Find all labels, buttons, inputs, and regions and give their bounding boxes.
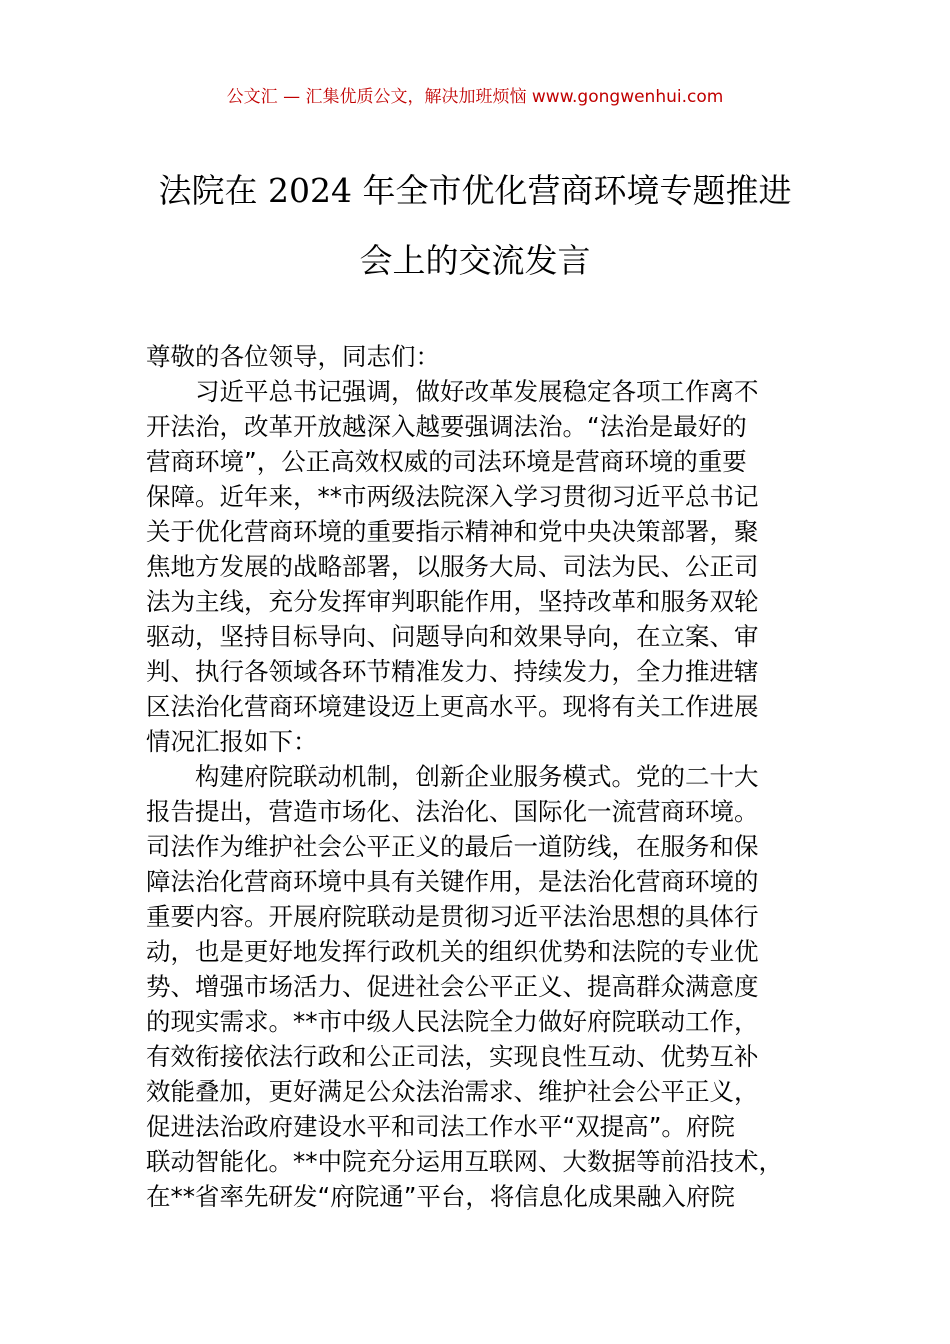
body-line: 开法治，改革开放越深入越要强调法治。“法治是最好的 xyxy=(146,412,747,441)
body-line: 保障。近年来，**市两级法院深入学习贯彻习近平总书记 xyxy=(146,482,759,511)
title-line-1: 法院在 2024 年全市优化营商环境专题推进 xyxy=(158,171,792,210)
document-title xyxy=(110,156,840,296)
body-line: 构建府院联动机制，创新企业服务模式。党的二十大 xyxy=(195,762,759,791)
body-line: 联动智能化。**中院充分运用互联网、大数据等前沿技术， xyxy=(146,1147,783,1176)
body-line: 势、增强市场活力、促进社会公平正义、提高群众满意度 xyxy=(146,972,759,1001)
body-line: 营商环境”，公正高效权威的司法环境是营商环境的重要 xyxy=(146,447,747,476)
header-banner: 公文汇 — 汇集优质公文，解决加班烦恼 www.gongwenhui.com xyxy=(226,87,724,107)
salutation: 尊敬的各位领导，同志们： xyxy=(146,342,440,371)
body-line: 判、执行各领域各环节精准发力、持续发力，全力推进辖 xyxy=(146,657,759,686)
body-line: 重要内容。开展府院联动是贯彻习近平法治思想的具体行 xyxy=(146,902,759,931)
body-line: 区法治化营商环境建设迈上更高水平。现将有关工作进展 xyxy=(146,692,759,721)
body-line: 驱动，坚持目标导向、问题导向和效果导向，在立案、审 xyxy=(146,622,759,651)
body-line: 情况汇报如下： xyxy=(146,727,318,756)
body-line: 关于优化营商环境的重要指示精神和党中央决策部署，聚 xyxy=(146,517,759,546)
body-line: 效能叠加，更好满足公众法治需求、维护社会公平正义， xyxy=(146,1077,759,1106)
title-line-2: 会上的交流发言 xyxy=(359,241,591,280)
body-line: 有效衔接依法行政和公正司法，实现良性互动、优势互补 xyxy=(146,1042,759,1071)
document-body xyxy=(146,339,822,1214)
body-line: 习近平总书记强调，做好改革发展稳定各项工作离不 xyxy=(195,377,759,406)
body-line: 动，也是更好地发挥行政机关的组织优势和法院的专业优 xyxy=(146,937,759,966)
body-line: 的现实需求。**市中级人民法院全力做好府院联动工作， xyxy=(146,1007,759,1036)
body-line: 司法作为维护社会公平正义的最后一道防线，在服务和保 xyxy=(146,832,759,861)
body-line: 障法治化营商环境中具有关键作用，是法治化营商环境的 xyxy=(146,867,759,896)
body-line: 法为主线，充分发挥审判职能作用，坚持改革和服务双轮 xyxy=(146,587,759,616)
body-line: 报告提出，营造市场化、法治化、国际化一流营商环境。 xyxy=(146,797,759,826)
body-line: 在**省率先研发“府院通”平台，将信息化成果融入府院 xyxy=(146,1182,735,1211)
body-line: 促进法治政府建设水平和司法工作水平“双提高”。府院 xyxy=(146,1112,735,1141)
body-line: 焦地方发展的战略部署，以服务大局、司法为民、公正司 xyxy=(146,552,759,581)
